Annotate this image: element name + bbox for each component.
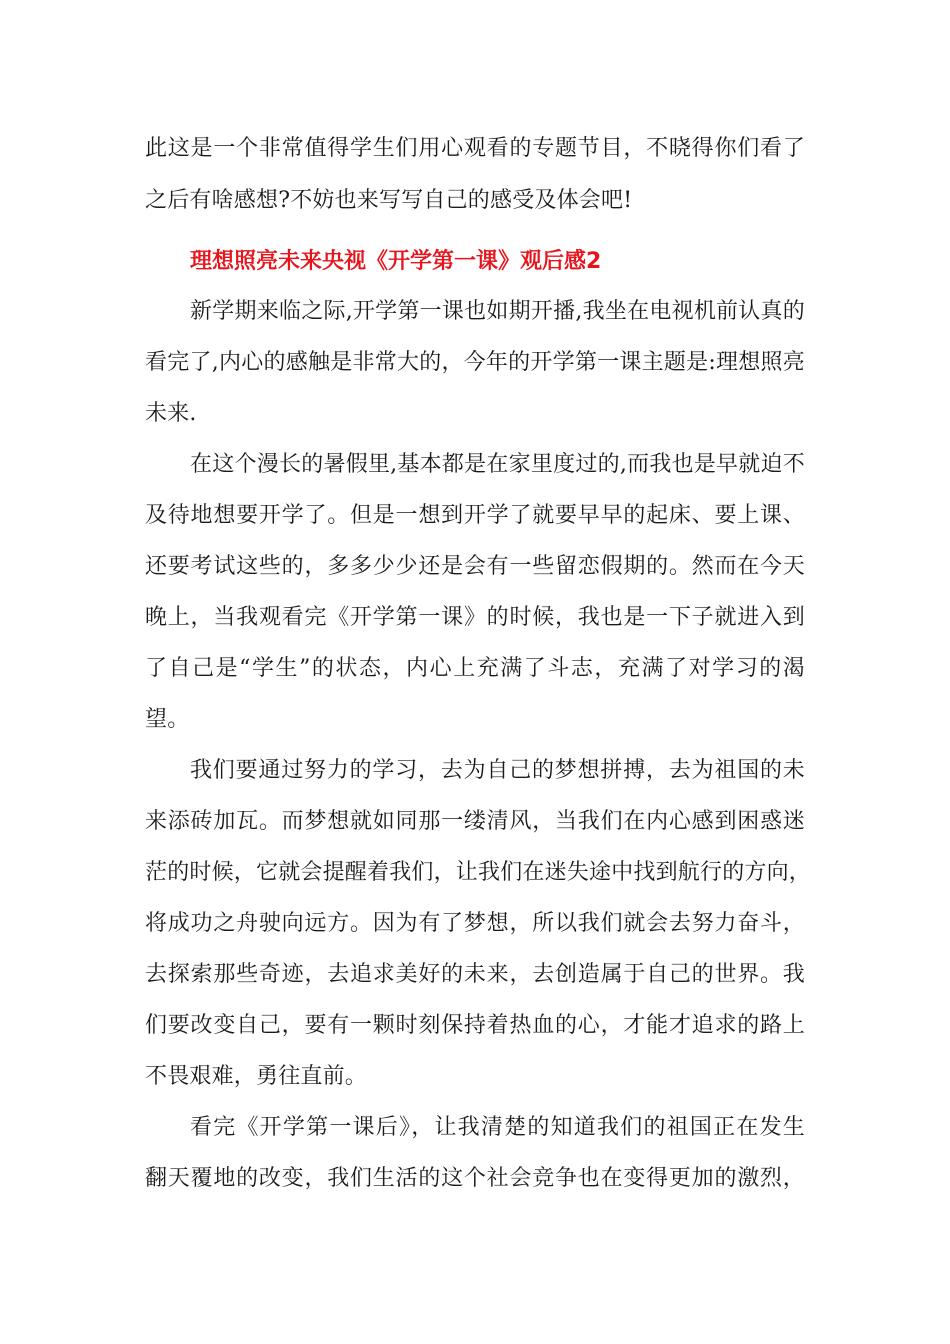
paragraph-2-line-2: 及待地想要开学了。但是一想到开学了就要早早的起床、要上课、: [145, 503, 805, 528]
paragraph-3-line-7: 不畏艰难，勇往直前。: [145, 1064, 368, 1089]
paragraph-1-line-2: 看完了,内心的感触是非常大的，今年的开学第一课主题是:理想照亮: [145, 350, 805, 375]
paragraph-4-line-2: 翻天覆地的改变，我们生活的这个社会竞争也在变得更加的激烈，: [145, 1166, 805, 1191]
paragraph-3-line-1: 我们要通过努力的学习，去为自己的梦想拼搏，去为祖国的未: [190, 758, 805, 783]
paragraph-2-line-3: 还要考试这些的，多多少少还是会有一些留恋假期的。然而在今天: [145, 554, 805, 579]
paragraph-3-line-5: 去探索那些奇迹，去追求美好的未来，去创造属于自己的世界。我: [145, 962, 805, 987]
paragraph-2-line-4: 晚上，当我观看完《开学第一课》的时候，我也是一下子就进入到: [145, 605, 805, 630]
paragraph-2-line-1: 在这个漫长的暑假里,基本都是在家里度过的,而我也是早就迫不: [190, 452, 805, 477]
paragraph-2-line-5: 了自己是“学生”的状态，内心上充满了斗志，充满了对学习的渴: [145, 656, 805, 681]
paragraph-3-line-3: 茫的时候，它就会提醒着我们，让我们在迷失途中找到航行的方向，: [145, 860, 812, 885]
intro-line-1: 此这是一个非常值得学生们用心观看的专题节目，不晓得你们看了: [145, 136, 805, 161]
section-title: 理想照亮未来央视《开学第一课》观后感2: [190, 249, 602, 274]
paragraph-3-line-4: 将成功之舟驶向远方。因为有了梦想，所以我们就会去努力奋斗，: [145, 911, 805, 936]
paragraph-1-line-1: 新学期来临之际,开学第一课也如期开播,我坐在电视机前认真的: [190, 299, 805, 324]
paragraph-3-line-6: 们要改变自己，要有一颗时刻保持着热血的心，才能才追求的路上: [145, 1013, 805, 1038]
intro-line-2: 之后有啥感想?不妨也来写写自己的感受及体会吧!: [145, 188, 633, 213]
paragraph-4-line-1: 看完《开学第一课后》，让我清楚的知道我们的祖国正在发生: [190, 1115, 805, 1140]
paragraph-3-line-2: 来添砖加瓦。而梦想就如同那一缕清风，当我们在内心感到困惑迷: [145, 809, 805, 834]
paragraph-1-line-3: 未来.: [145, 401, 197, 426]
paragraph-2-line-6: 望。: [145, 707, 190, 732]
